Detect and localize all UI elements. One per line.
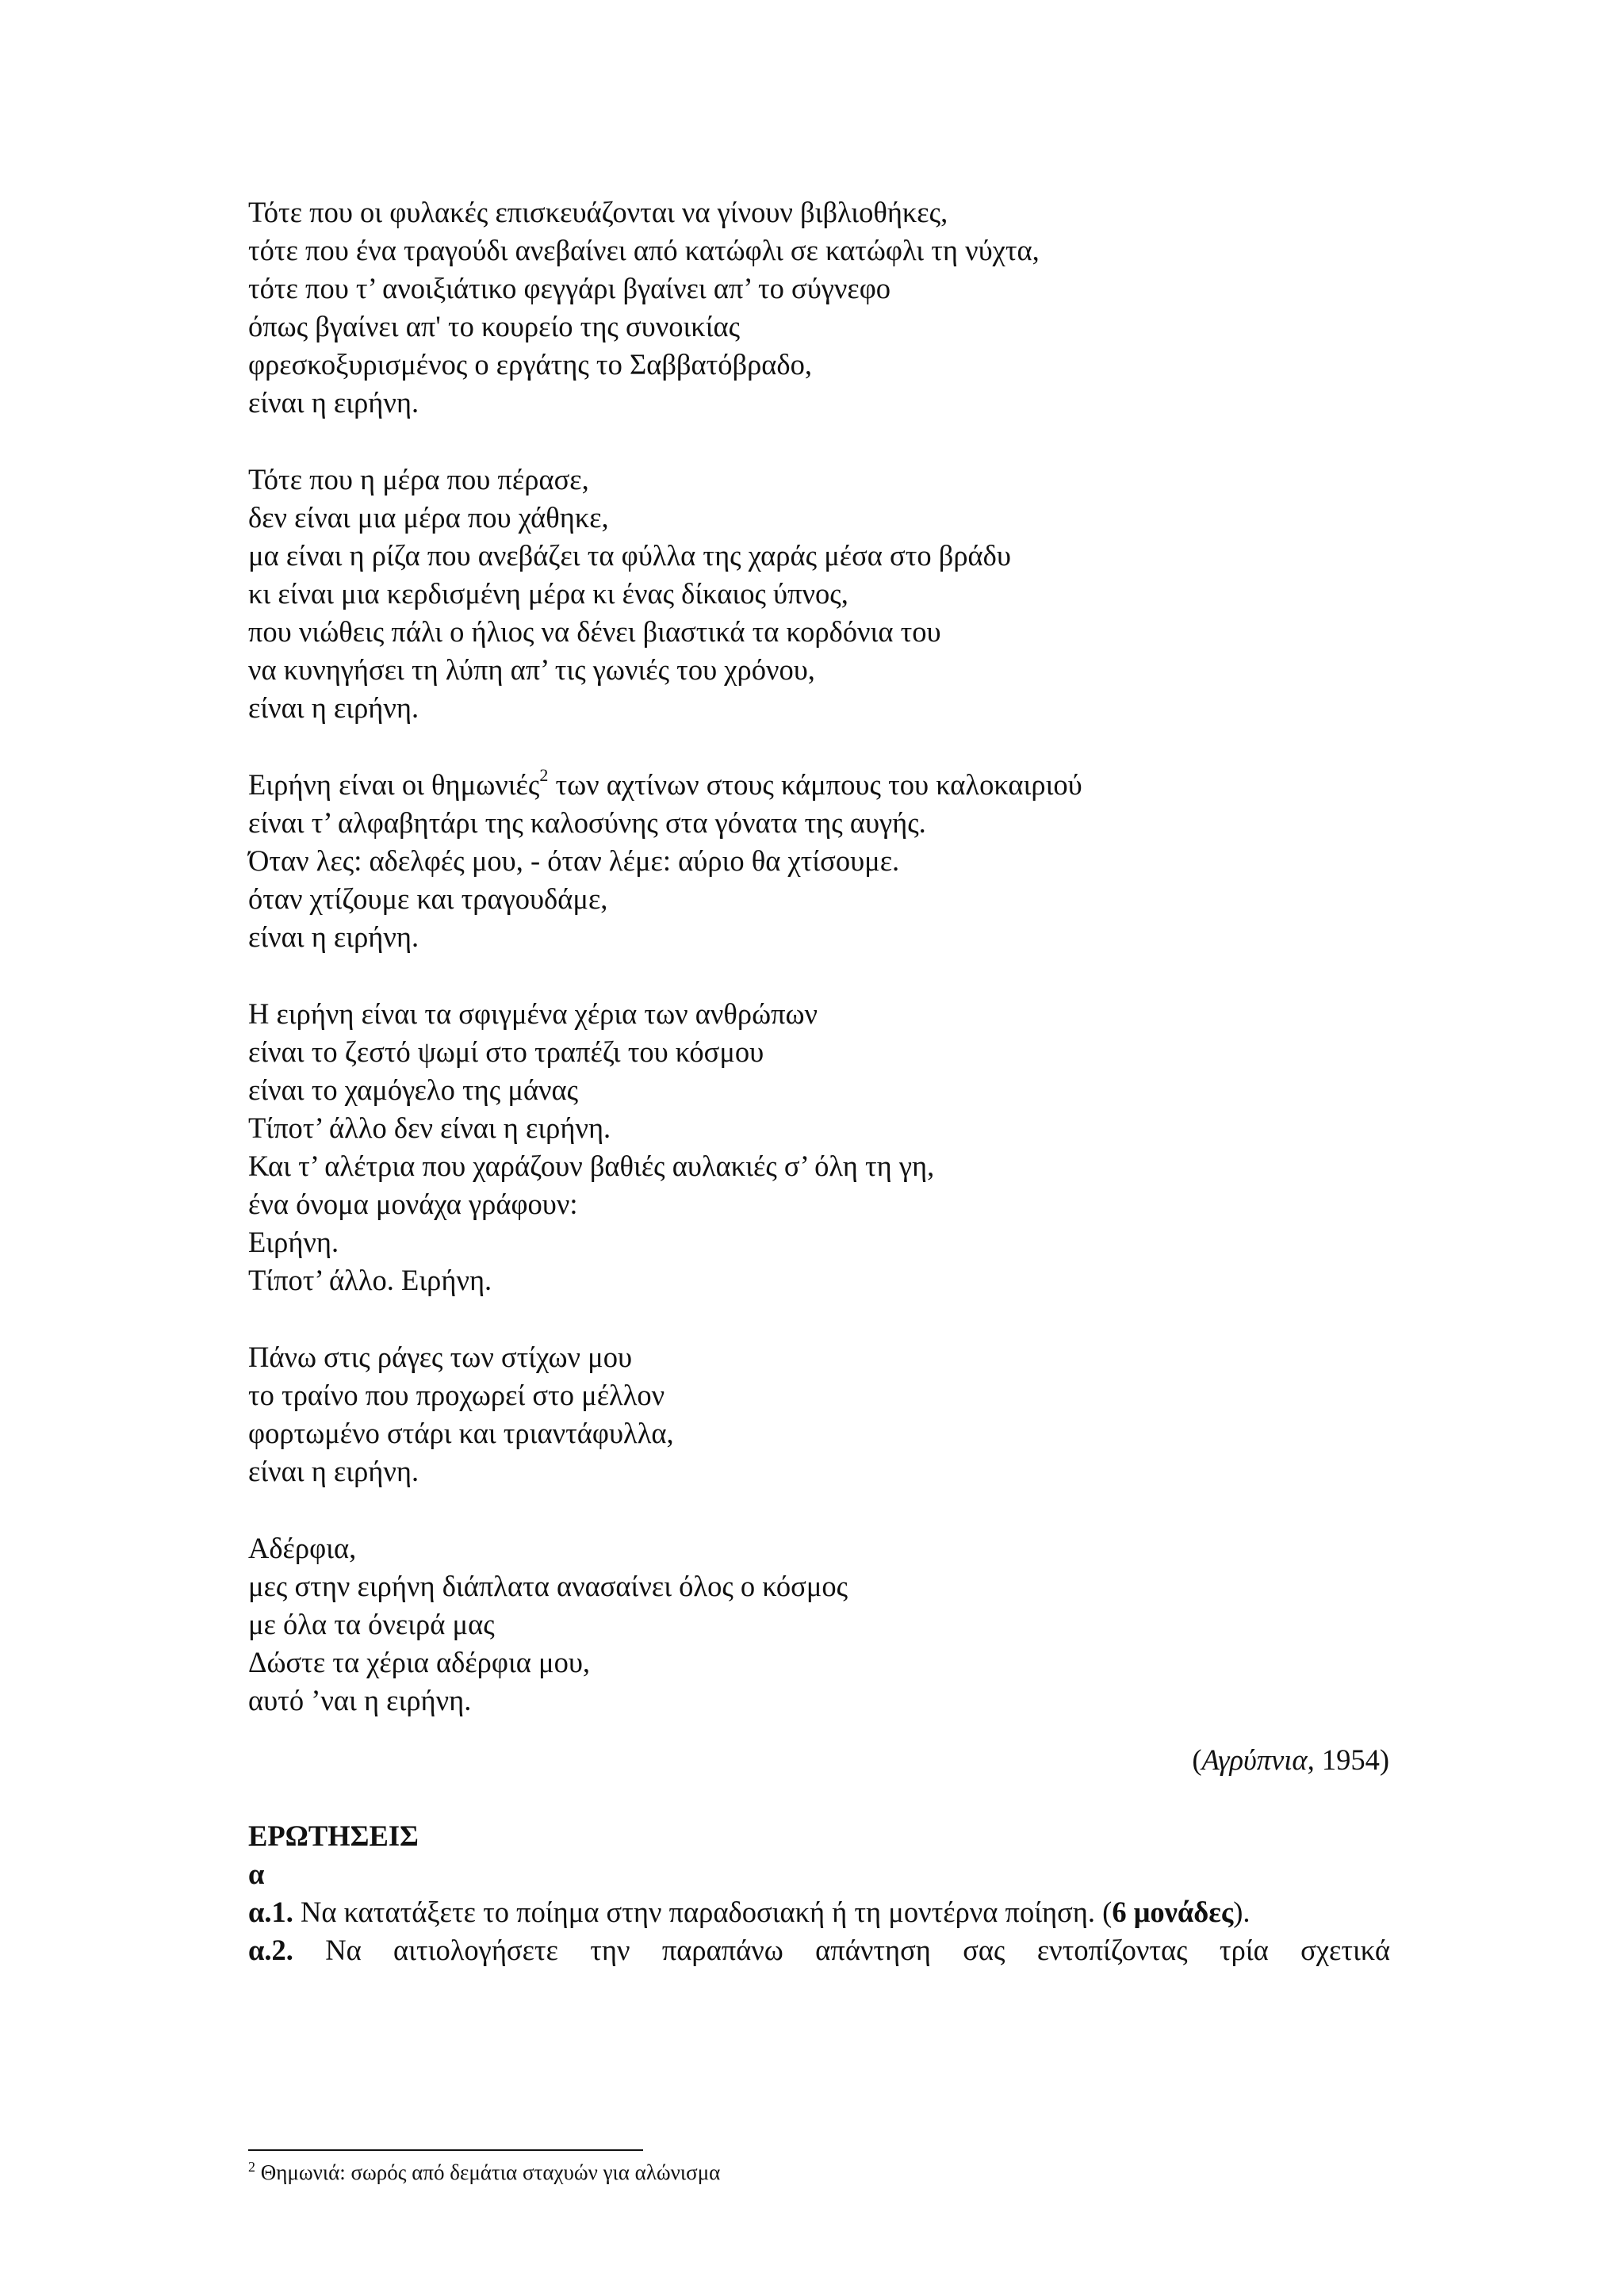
poem-line: μα είναι η ρίζα που ανεβάζει τα φύλλα της χαράς μέσα στο βράδυ [248, 539, 1011, 572]
poem-line: φρεσκοξυρισμένος ο εργάτης το Σαββατόβραδο, [248, 348, 812, 381]
question-text-end: ). [1233, 1896, 1251, 1928]
poem-line: είναι η ειρήνη. [248, 1455, 419, 1487]
poem-line: Τότε που η μέρα που πέρασε, [248, 463, 589, 496]
question-number: α.2. [248, 1934, 293, 1966]
line-text: των αχτίνων στους κάμπους του καλοκαιριού [548, 768, 1082, 801]
questions-section [248, 1817, 1390, 1969]
stanza-3 [248, 766, 1390, 956]
stanza-2 [248, 461, 1390, 727]
question-text: Να κατατάξετε το ποίημα στην παραδοσιακή ή τη μοντέρνα ποίηση. ( [293, 1896, 1113, 1928]
poem [248, 193, 1390, 1758]
poem-line: Πάνω στις ράγες των στίχων μου [248, 1341, 633, 1373]
source-open: ( [1192, 1743, 1202, 1776]
poem-line: κι είναι μια κερδισμένη μέρα κι ένας δίκαιος ύπνος, [248, 577, 848, 610]
poem-line: αυτό ’ναι η ειρήνη. [248, 1684, 472, 1716]
poem-line: είναι τ’ αλφαβητάρι της καλοσύνης στα γόνατα της αυγής. [248, 806, 926, 839]
poem-source [1192, 1741, 1389, 1779]
footnote-number: 2 [248, 2159, 255, 2175]
poem-line: δεν είναι μια μέρα που χάθηκε, [248, 501, 609, 534]
stanza-5 [248, 1338, 1390, 1490]
question-a1 [248, 1893, 1390, 1931]
poem-line: είναι η ειρήνη. [248, 920, 419, 953]
source-year: 1954) [1314, 1743, 1389, 1776]
poem-line: Τίποτ’ άλλο. Ειρήνη. [248, 1264, 492, 1296]
poem-line: είναι το ζεστό ψωμί στο τραπέζι του κόσμου [248, 1035, 764, 1068]
poem-line: με όλα τα όνειρά μας [248, 1608, 495, 1640]
poem-line: Όταν λες: αδελφές μου, - όταν λέμε: αύριο θα χτίσουμε. [248, 844, 900, 877]
question-points: 6 μονάδες [1112, 1896, 1234, 1928]
footnote-reference[interactable]: 2 [539, 764, 549, 785]
questions-heading: ΕΡΩΤΗΣΕΙΣ [248, 1820, 419, 1852]
stanza-4 [248, 995, 1390, 1299]
stanza-1 [248, 193, 1390, 422]
question-number: α.1. [248, 1896, 293, 1928]
source-title: Αγρύπνια, [1201, 1743, 1315, 1776]
question-a2 [248, 1931, 1390, 1969]
stanza-6 [248, 1529, 1390, 1720]
question-text: Να αιτιολογήσετε την παραπάνω απάντηση σας εντοπίζοντας τρία σχετικά [293, 1934, 1390, 1966]
poem-line: όταν χτίζουμε και τραγουδάμε, [248, 882, 608, 915]
poem-line: που νιώθεις πάλι ο ήλιος να δένει βιαστικά τα κορδόνια του [248, 615, 941, 648]
footnote-text: Θημωνιά: σωρός από δεμάτια σταχυών για αλώνισμα [255, 2160, 721, 2184]
poem-line: Δώστε τα χέρια αδέρφια μου, [248, 1646, 591, 1678]
poem-line: Τίποτ’ άλλο δεν είναι η ειρήνη. [248, 1112, 611, 1144]
poem-line: να κυνηγήσει τη λύπη απ’ τις γωνιές του χρόνου, [248, 653, 815, 686]
poem-line-with-footnote [248, 766, 1390, 804]
poem-line: μες στην ειρήνη διάπλατα ανασαίνει όλος ο κόσμος [248, 1570, 848, 1602]
poem-line: Ειρήνη. [248, 1226, 339, 1258]
line-text: Ειρήνη είναι οι θημωνιές [248, 768, 540, 801]
poem-line: Και τ’ αλέτρια που χαράζουν βαθιές αυλακιές σ’ όλη τη γη, [248, 1150, 935, 1182]
poem-line: φορτωμένο στάρι και τριαντάφυλλα, [248, 1417, 674, 1449]
footnote-separator [248, 2149, 643, 2151]
poem-line: ένα όνομα μονάχα γράφουν: [248, 1188, 578, 1220]
poem-line: το τραίνο που προχωρεί στο μέλλον [248, 1379, 665, 1411]
poem-line: Η ειρήνη είναι τα σφιγμένα χέρια των ανθρώπων [248, 997, 818, 1030]
questions-subsection-label: α [248, 1858, 265, 1890]
poem-line: όπως βγαίνει απ' το κουρείο της συνοικίας [248, 310, 741, 342]
poem-line: Αδέρφια, [248, 1532, 357, 1564]
poem-line: Τότε που οι φυλακές επισκευάζονται να γίνουν βιβλιοθήκες, [248, 196, 948, 228]
poem-line: τότε που τ’ ανοιξιάτικο φεγγάρι βγαίνει απ’ το σύγνεφο [248, 272, 891, 304]
poem-line: είναι η ειρήνη. [248, 691, 419, 724]
poem-line: τότε που ένα τραγούδι ανεβαίνει από κατώφλι σε κατώφλι τη νύχτα, [248, 234, 1040, 266]
poem-line: είναι το χαμόγελο της μάνας [248, 1073, 579, 1106]
footnote [248, 2158, 720, 2187]
poem-line: είναι η ειρήνη. [248, 386, 419, 419]
